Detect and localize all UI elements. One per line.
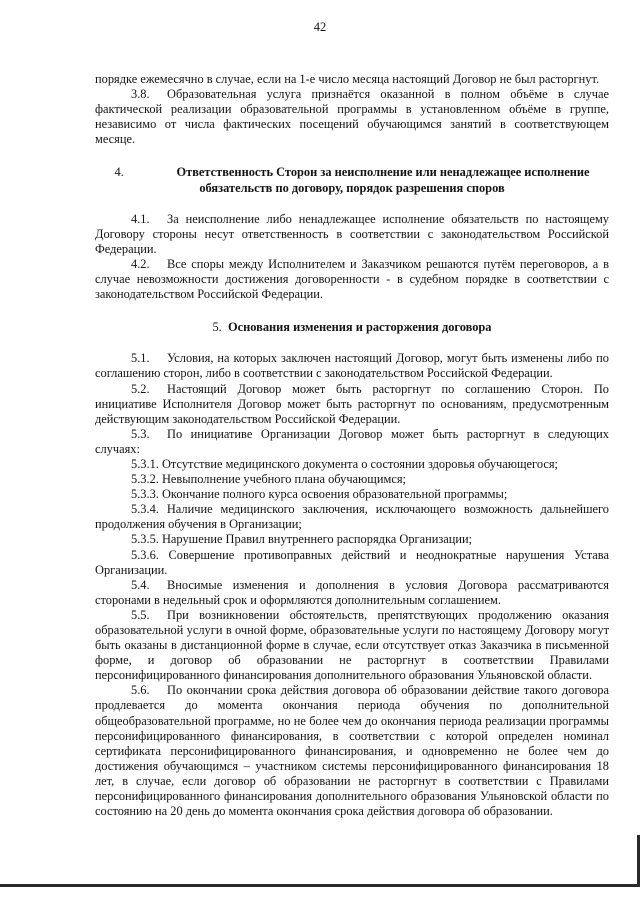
section-number: 5. (212, 320, 222, 335)
clause-number: 3.8. (131, 87, 150, 102)
clause-number: 5.3. (131, 426, 150, 441)
paragraph-continuation: порядке ежемесячно в случае, если на 1-е число месяца настоящий Договор не был расторгнут. (95, 72, 600, 86)
clause-5-2 (95, 382, 609, 427)
clause-number: 5.6. (131, 683, 150, 698)
clause-4-1 (95, 212, 609, 257)
clause-5-3-3: 5.3.3. Окончание полного курса освоения образовательной программы; (131, 487, 508, 502)
clause-5-5 (95, 608, 609, 683)
clause-text: Настоящий Договор может быть расторгнут по соглашению Сторон. По инициативе Исполнителя Договор может быть расторгнут по основаниям, предусмотренным действующим законодательством Российской Федерации. (95, 381, 609, 426)
section-title: Основания изменения и расторжения договора (227, 320, 492, 335)
clause-number: 4.1. (131, 211, 150, 226)
clause-text: Условия, на которых заключен настоящий Договор, могут быть изменены либо по соглашению сторон, либо в соответствии с законодательством Российской Федерации. (95, 351, 609, 381)
clause-5-6 (95, 683, 609, 819)
section-title: Ответственность Сторон за неисполнение или ненадлежащее исполнение обязательств по договору, порядок разрешения споров (176, 165, 590, 195)
clause-5-3-6: 5.3.6. Совершение противоправных действий и неоднократные нарушения Устава Организации. (95, 547, 609, 577)
clause-number: 5.2. (131, 381, 150, 396)
clause-text: Вносимые изменения и дополнения в условия Договора рассматриваются сторонами в недельный срок и оформляются дополнительным соглашением. (95, 577, 609, 607)
clause-text: По окончании срока действия договора об образовании действие такого договора продлевается до момента окончания периода обучения по дополнительной общеобразовательной программе, но не более чем до окончания периода реализации программы персонифицированного финансирования, в соответствии с которой определен номинал сертификата персонифицированного финансирования, и одновременно не более чем до достижения обучающимся – участником системы персонифицированного финансирования 18 лет, в случае, если договор об образовании не расторгнут в соответствии с Правилами персонифицированного финансирования дополнительного образования Ульяновской области по состоянию на 20 день до момента окончания срока действия договора об образовании. (95, 683, 609, 819)
clause-number: 5.4. (131, 577, 150, 592)
clause-3-8 (95, 87, 609, 147)
page-number: 42 (313, 20, 327, 34)
clause-5-3 (95, 427, 609, 457)
clause-5-3-4: 5.3.4. Наличие медицинского заключения, исключающего возможность дальнейшего продолжения обучения в Организации; (95, 502, 609, 532)
clause-5-3-1: 5.3.1. Отсутствие медицинского документа о состоянии здоровья обучающегося; (131, 456, 558, 471)
clause-5-3-5: 5.3.5. Нарушение Правил внутреннего распорядка Организации; (131, 532, 473, 547)
clause-number: 5.1. (131, 351, 150, 366)
clause-text: За неисполнение либо ненадлежащее исполнение обязательств по настоящему Договору стороны несут ответственность в соответствии с законодательством Российской Федерации. (95, 211, 609, 256)
section-5-heading (95, 320, 609, 335)
clause-text: Все споры между Исполнителем и Заказчиком решаются путём переговоров, а в случае невозможности достижения договоренности - в судебном порядке в соответствии с законодательством Российской Федерации. (95, 256, 609, 302)
clause-5-4 (95, 578, 609, 608)
document-body (95, 72, 609, 819)
clause-number: 4.2. (131, 256, 150, 271)
clause-4-2 (95, 257, 609, 302)
clause-number: 5.5. (131, 607, 150, 622)
section-number: 4. (114, 165, 124, 180)
clause-text: Образовательная услуга признаётся оказанной в полном объёме в случае фактической реализации образовательной программы в установленном объёме в группе, независимо от числа фактических посещений обучающимся занятий в соответствующем месяце. (95, 87, 609, 147)
clause-5-1 (95, 351, 609, 381)
clause-5-3-2: 5.3.2. Невыполнение учебного плана обучающимся; (131, 472, 406, 487)
section-4-heading (95, 165, 609, 195)
clause-text: По инициативе Организации Договор может быть расторгнут в следующих случаях: (95, 426, 609, 456)
scan-border-line (0, 884, 640, 887)
clause-text: При возникновении обстоятельств, препятствующих продолжению оказания образовательной услуги в очной форме, образовательные услуги по настоящему Договору могут быть оказаны в дистанционной форме в случае, если отсутствует отказ Заказчика в письменной форме, и договор об образовании не расторгнут в соответствии Правилами персонифицированного финансирования дополнительного образования Ульяновской области. (95, 607, 609, 683)
